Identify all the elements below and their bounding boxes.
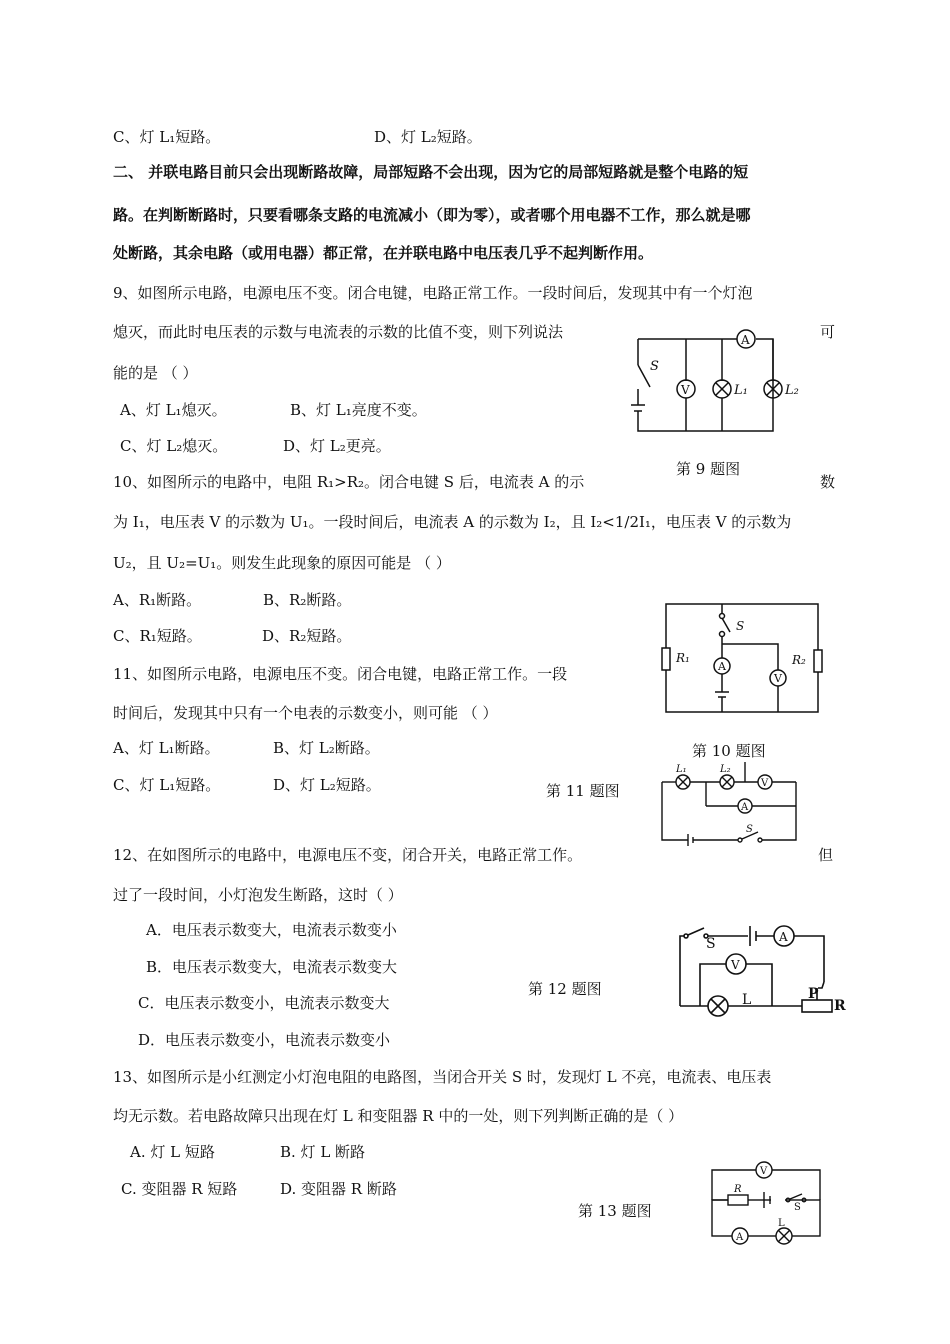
q9-option-c: C、灯 L₂熄灭。: [120, 437, 228, 455]
q9-stem-line2: 熄灭，而此时电压表的示数与电流表的示数的比值不变，则下列说法: [113, 323, 564, 341]
q9-circuit-diagram: [628, 325, 808, 435]
q12-option-b: B．电压表示数变大，电流表示数变大: [146, 958, 398, 976]
q10-stem-line1: 10、如图所示的电路中，电阻 R₁>R₂。闭合电键 S 后，电流表 A 的示: [113, 473, 585, 491]
section2-line1: 二、 并联电路目前只会出现断路故障，局部短路不会出现，因为它的局部短路就是整个电路的短: [113, 163, 749, 181]
q9-voltmeter-label: V: [681, 383, 690, 397]
q11-lamp1-label: L₁: [676, 764, 687, 775]
q9-lamp2-label: L₂: [785, 383, 799, 398]
q10-stem-line1-tail: 数: [820, 473, 836, 491]
q10-option-b: B、R₂断路。: [263, 591, 352, 609]
q10-stem-line2: 为 I₁，电压表 V 的示数为 U₁。一段时间后，电流表 A 的示数为 I₂，且 I₂<1/2I₁，电压表 V 的示数为: [113, 513, 792, 531]
q10-figure-caption: 第 10 题图: [692, 742, 766, 760]
q10-option-d: D、R₂短路。: [262, 627, 352, 645]
q8-option-c: C、灯 L₁短路。: [113, 128, 221, 146]
q13-ammeter-label: A: [736, 1232, 744, 1243]
q11-option-c: C、灯 L₁短路。: [113, 776, 221, 794]
q9-switch-label: S: [650, 359, 659, 374]
q12-figure-caption: 第 12 题图: [528, 980, 602, 998]
q9-stem-line2-tail: 可: [820, 323, 836, 341]
q12-option-d: D．电压表示数变小，电流表示数变小: [138, 1031, 391, 1049]
q12-option-a: A．电压表示数变大，电流表示数变小: [146, 921, 397, 939]
q9-option-a: A、灯 L₁熄灭。: [120, 401, 227, 419]
q10-option-c: C、R₁短路。: [113, 627, 202, 645]
q13-option-b: B. 灯 L 断路: [280, 1143, 366, 1161]
q12-switch-label: S: [706, 936, 716, 952]
q10-circuit-diagram: [658, 600, 828, 718]
q9-lamp1-label: L₁: [734, 383, 748, 398]
q10-voltmeter-label: V: [774, 672, 782, 685]
q12-slider-label: P: [808, 986, 819, 1002]
q12-lamp-label: L: [742, 992, 752, 1008]
q12-stem-line1: 12、在如图所示的电路中，电源电压不变，闭合开关，电路正常工作。: [113, 846, 583, 864]
q9-ammeter-label: A: [741, 333, 750, 347]
q10-r2-label: R₂: [792, 653, 806, 667]
q11-ammeter-label: A: [741, 802, 749, 813]
q13-figure-caption: 第 13 题图: [578, 1202, 652, 1220]
q11-figure-caption: 第 11 题图: [546, 782, 620, 800]
q13-option-c: C. 变阻器 R 短路: [121, 1180, 238, 1198]
q12-voltmeter-label: V: [731, 958, 740, 972]
q11-stem-line2: 时间后，发现其中只有一个电表的示数变小，则可能 （ ）: [113, 704, 498, 722]
q9-option-d: D、灯 L₂更亮。: [283, 437, 391, 455]
q12-stem-line2: 过了一段时间，小灯泡发生断路，这时（ ）: [113, 886, 403, 904]
q13-lamp-label: L: [778, 1218, 785, 1229]
q9-stem-line1: 9、如图所示电路，电源电压不变。闭合电键，电路正常工作。一段时间后，发现其中有一个灯泡: [113, 284, 753, 302]
section2-line2: 路。在判断断路时，只要看哪条支路的电流减小（即为零），或者哪个用电器不工作，那么就是哪: [113, 206, 751, 224]
q13-option-d: D. 变阻器 R 断路: [280, 1180, 397, 1198]
q9-figure-caption: 第 9 题图: [676, 460, 741, 478]
q10-option-a: A、R₁断路。: [113, 591, 202, 609]
q10-ammeter-label: A: [718, 660, 726, 673]
q11-switch-label: S: [746, 824, 753, 835]
q12-resistor-label: R: [834, 998, 846, 1014]
q11-lamp2-label: L₂: [720, 764, 731, 775]
q13-switch-label: S: [794, 1202, 801, 1213]
q13-stem-line1: 13、如图所示是小红测定小灯泡电阻的电路图，当闭合开关 S 时，发现灯 L 不亮，电流表、电压表: [113, 1068, 772, 1086]
q12-ammeter-label: A: [779, 930, 788, 944]
q10-stem-line3: U₂，且 U₂=U₁。则发生此现象的原因可能是 （ ）: [113, 554, 451, 572]
q13-option-a: A. 灯 L 短路: [130, 1143, 215, 1161]
q12-option-c: C．电压表示数变小，电流表示数变大: [138, 994, 390, 1012]
q10-switch-label: S: [736, 619, 745, 633]
section2-line3: 处断路，其余电路（或用电器）都正常，在并联电路中电压表几乎不起判断作用。: [113, 244, 654, 262]
q13-resistor-label: R: [734, 1184, 742, 1195]
q12-circuit-diagram: [672, 922, 852, 1012]
q13-stem-line2: 均无示数。若电路故障只出现在灯 L 和变阻器 R 中的一处，则下列判断正确的是（ ）: [113, 1107, 684, 1125]
q11-stem-line1: 11、如图所示电路，电源电压不变。闭合电键，电路正常工作。一段: [113, 665, 568, 683]
q13-voltmeter-label: V: [760, 1166, 768, 1177]
q11-circuit-diagram: [658, 762, 808, 846]
q11-option-b: B、灯 L₂断路。: [273, 739, 380, 757]
q11-option-d: D、灯 L₂短路。: [273, 776, 381, 794]
q9-stem-line3: 能的是 （ ）: [113, 364, 198, 382]
q10-r1-label: R₁: [676, 651, 690, 665]
q9-option-b: B、灯 L₁亮度不变。: [290, 401, 427, 419]
q8-option-d: D、灯 L₂短路。: [374, 128, 482, 146]
q13-circuit-diagram: [708, 1160, 828, 1250]
q11-option-a: A、灯 L₁断路。: [113, 739, 220, 757]
q11-voltmeter-label: V: [761, 778, 769, 789]
q12-stem-line1-tail: 但: [818, 846, 834, 864]
